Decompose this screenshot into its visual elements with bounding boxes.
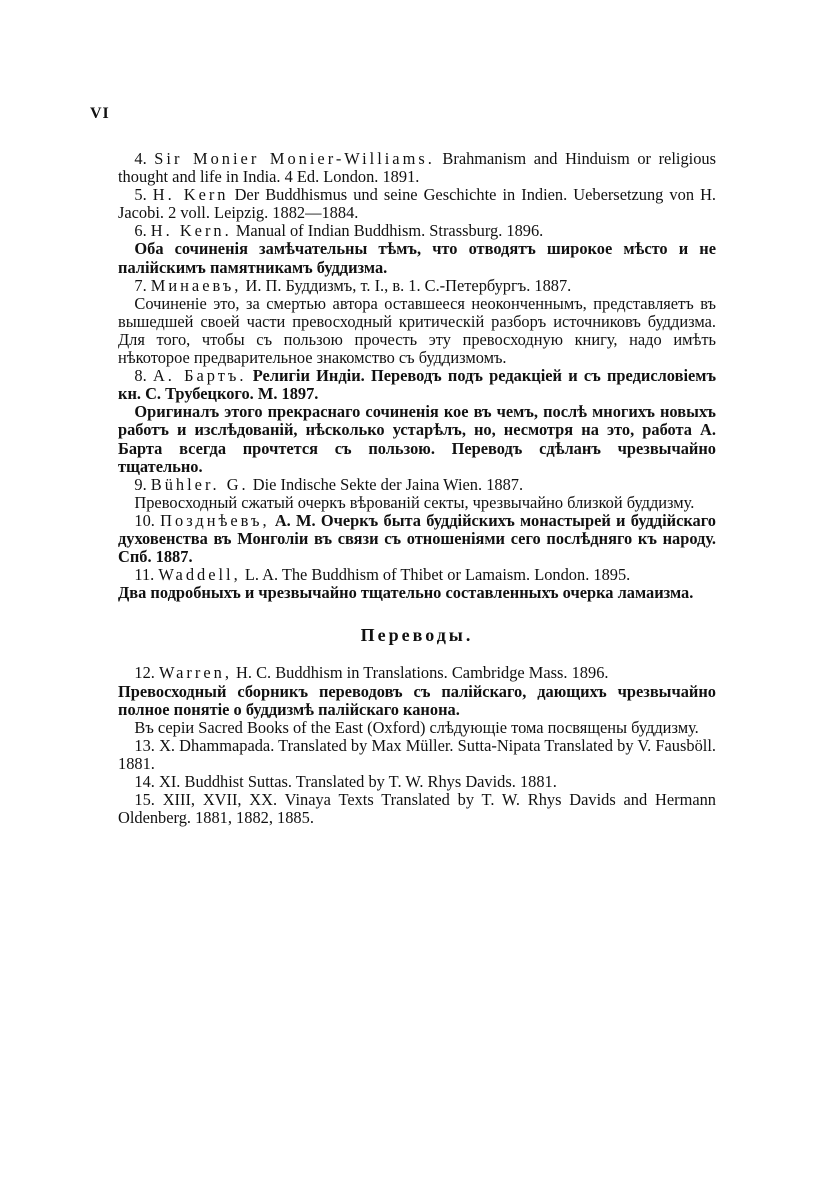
entry-text: Die Indische Sekte der Jaina Wien. 1887. xyxy=(252,474,524,494)
entry-number: 11. xyxy=(134,565,155,585)
entry-15 xyxy=(118,791,716,827)
entry-number: 9. xyxy=(134,474,147,494)
entry-8 xyxy=(118,367,716,403)
entry-text: Dhammapada. Translated by Max Müller. Sutta-Nipata Translated by V. Fausböll. 1881. xyxy=(118,735,716,773)
entry-7 xyxy=(118,277,716,295)
entry-11-comment xyxy=(118,584,716,602)
entry-14 xyxy=(118,773,716,791)
entry-text: Религіи Индіи. Переводъ подъ редакціей и съ предисловіемъ кн. С. Трубецкого. М. 1897. xyxy=(118,366,716,404)
entry-4 xyxy=(118,150,716,186)
entry-author: X. xyxy=(159,735,175,755)
entry-11 xyxy=(118,566,716,584)
entry-author: Минаевъ, xyxy=(150,275,242,295)
entry-number: 10. xyxy=(134,510,155,530)
entry-8-comment xyxy=(118,403,716,475)
entry-6-comment xyxy=(118,240,716,276)
entry-12-comment xyxy=(118,683,716,719)
comment-text: Превосходный сборникъ переводовъ съ палійскаго, дающихъ чрезвычайно полное понятіе о буддизмѣ палійскаго канона. xyxy=(118,681,716,719)
comment-text: Превосходный сжатый очеркъ вѣрованій секты, чрезвычайно близкой буддизму. xyxy=(134,492,695,512)
entry-5 xyxy=(118,186,716,222)
entry-number: 7. xyxy=(134,275,147,295)
entry-text: Manual of Indian Buddhism. Strassburg. 1896. xyxy=(235,221,544,241)
entry-number: 13. xyxy=(134,735,155,755)
comment-text: Въ серіи Sacred Books of the East (Oxford) слѣдующіе тома посвящены буддизму. xyxy=(134,717,699,737)
entry-13 xyxy=(118,737,716,773)
entry-7-comment xyxy=(118,295,716,367)
entry-number: 12. xyxy=(134,663,155,683)
series-note xyxy=(118,719,716,737)
entry-author: Bühler. G. xyxy=(150,474,249,494)
entry-number: 8. xyxy=(134,366,147,386)
entry-text: А. М. Очеркъ быта буддійскихъ монастырей и буддійскаго духовенства въ Монголіи въ связи съ отношеніями сего послѣдняго къ народу. Спб. 1887. xyxy=(118,510,716,567)
entry-10 xyxy=(118,512,716,566)
comment-text: Оригиналъ этого прекраснаго сочиненія кое въ чемъ, послѣ многихъ новыхъ работъ и изслѣдованій, нѣсколько устарѣлъ, но, несмотря на это, работа А. Барта всегда прочтется съ пользою. Переводъ сдѣланъ чрезвычайно тщательно. xyxy=(118,402,716,476)
entry-text: Der Buddhismus und seine Geschichte in Indien. Uebersetzung von H. Jacobi. 2 voll. Leipzig. 1882—1884. xyxy=(118,185,716,223)
entry-number: 15. xyxy=(134,790,155,810)
page-number: VI xyxy=(90,105,110,122)
entry-9-comment xyxy=(118,494,716,512)
entry-6 xyxy=(118,222,716,240)
bibliography-body xyxy=(118,150,716,827)
entry-text: H. C. Buddhism in Translations. Cambridge Mass. 1896. xyxy=(236,663,609,683)
entry-text: Brahmanism and Hinduism or religious thought and life in India. 4 Ed. London. 1891. xyxy=(118,149,716,187)
entry-author: Позднѣевъ, xyxy=(160,510,270,530)
entry-number: 4. xyxy=(134,149,147,168)
entry-12 xyxy=(118,664,716,682)
comment-text: Сочиненіе это, за смертью автора оставшееся неоконченнымъ, представляетъ въ вышедшей своей части превосходный критическій разборъ источниковъ буддизма. Для того, чтобы съ пользою прочесть эту превосходную книгу, надо имѣть нѣкоторое предварительное знакомство съ буддизмомъ. xyxy=(118,293,716,368)
entry-number: 6. xyxy=(134,221,147,241)
comment-text: Два подробныхъ и чрезвычайно тщательно составленныхъ очерка ламаизма. xyxy=(118,583,694,603)
entry-number: 14. xyxy=(134,772,155,791)
entry-author: А. Бартъ. xyxy=(152,366,247,386)
comment-text: Оба сочиненія замѣчательны тѣмъ, что отводятъ широкое мѣсто и не палійскимъ памятникамъ буддизма. xyxy=(118,239,716,277)
entry-author: XI. xyxy=(159,772,181,791)
entry-author: Warren, xyxy=(159,663,232,683)
entry-9 xyxy=(118,476,716,494)
entry-text: Vinaya Texts Translated by T. W. Rhys Davids and Hermann Oldenberg. 1881, 1882, 1885. xyxy=(118,790,716,828)
entry-author: XIII, XVII, XX. xyxy=(162,790,278,810)
entry-author: H. Kern xyxy=(152,185,229,205)
entry-text: L. A. The Buddhism of Thibet or Lamaism. London. 1895. xyxy=(244,565,631,585)
section-title-translations: Переводы. xyxy=(360,625,474,646)
entry-number: 5. xyxy=(134,185,147,205)
entry-text: И. П. Буддизмъ, т. I., в. 1. С.-Петербургъ. 1887. xyxy=(245,275,572,295)
entry-text: Buddhist Suttas. Translated by T. W. Rhys Davids. 1881. xyxy=(184,772,557,791)
entry-author: Waddell, xyxy=(158,565,241,585)
entry-author: Sir Monier Monier-Williams. xyxy=(154,149,435,168)
entry-author: H. Kern. xyxy=(150,221,232,241)
